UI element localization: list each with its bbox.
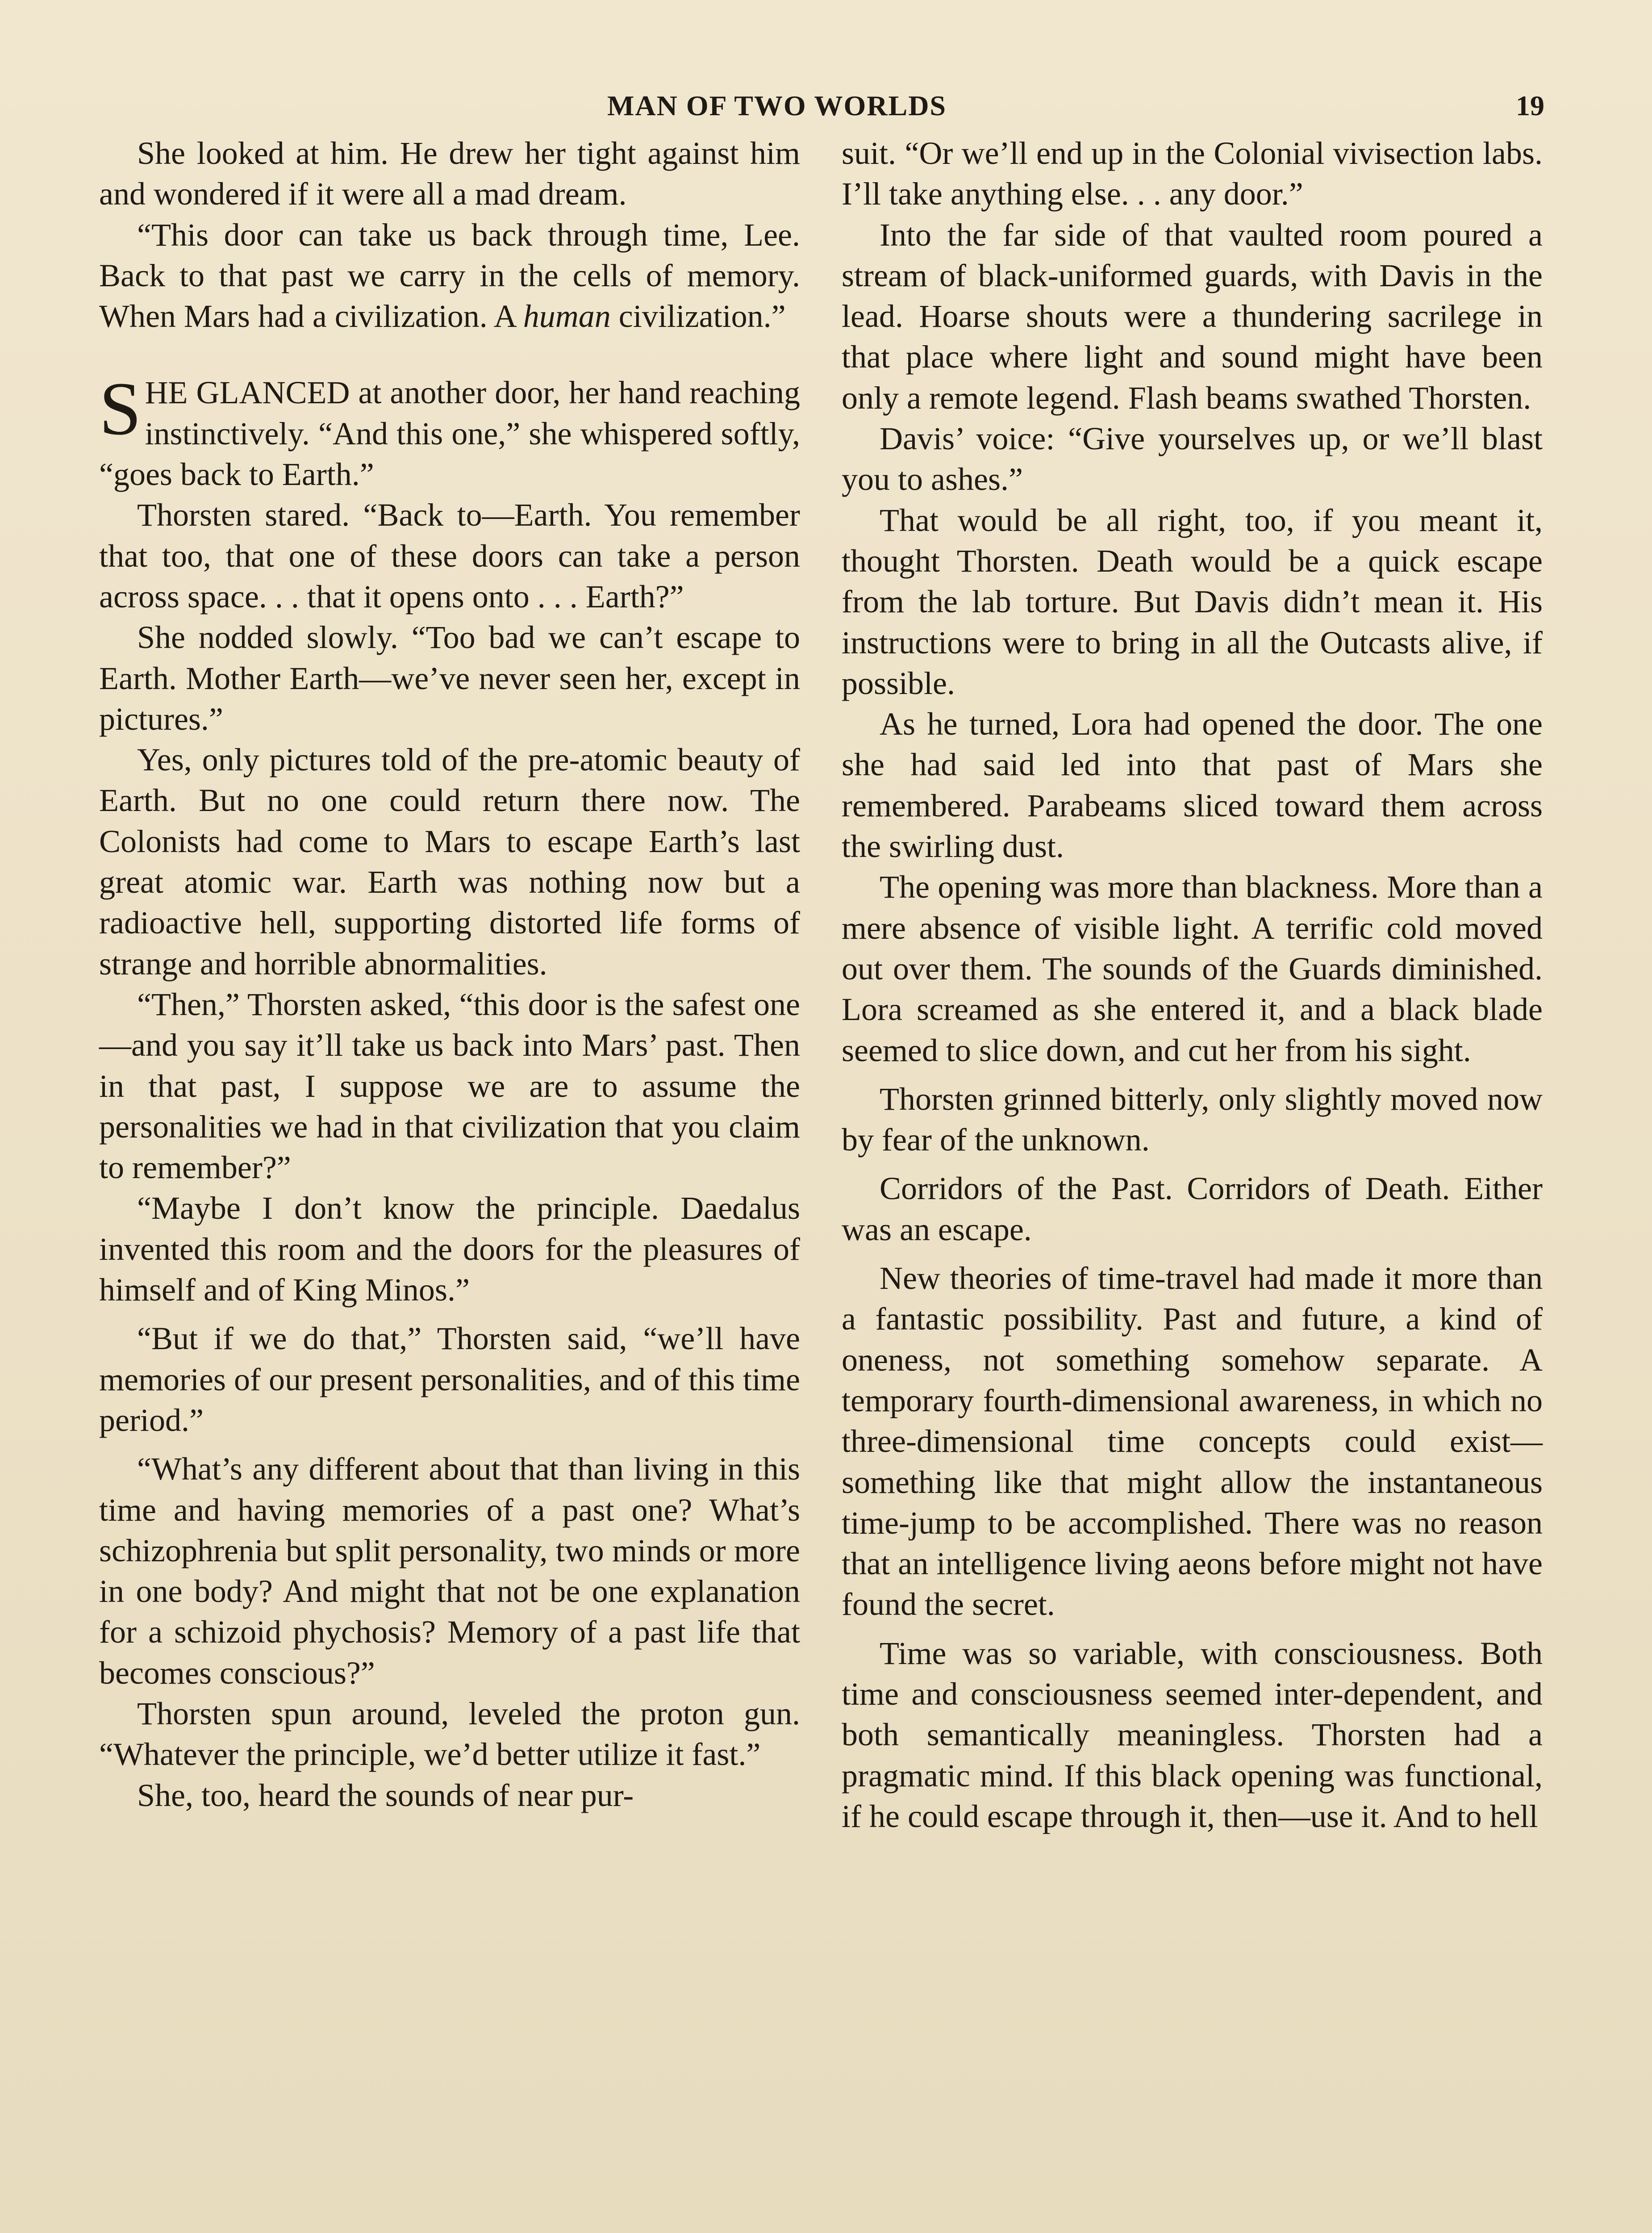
small-caps-lead: HE GLANCED bbox=[145, 375, 350, 411]
drop-cap: S bbox=[99, 367, 142, 451]
paragraph: That would be all right, too, if you meant it, thought Thorsten. Death would be a quick escape from the lab torture. But Davis didn’t mean it. His instructions were to bring in all the Outcasts alive, if possible. bbox=[842, 502, 1543, 701]
paragraph: Davis’ voice: “Give yourselves up, or we’ll blast you to ashes.” bbox=[842, 421, 1543, 498]
paragraph-text: at another door, her hand reaching instinctively. “And this one,” she whispered softly, “goes back to Earth.” bbox=[99, 375, 800, 493]
paragraph: Thorsten grinned bitterly, only slightly moved now by fear of the unknown. bbox=[842, 1081, 1543, 1158]
paragraph: Into the far side of that vaulted room poured a stream of black-uniformed guards, with Davis in the lead. Hoarse shouts were a thundering sacrilege in that place where light and sound might have been only a remote legend. Flash beams swathed Thorsten. bbox=[842, 217, 1543, 416]
emphasis-text: human bbox=[523, 298, 611, 335]
paragraph: Yes, only pictures told of the pre-atomic beauty of Earth. But no one could return there now. The Colonists had come to Mars to escape Earth’s last great atomic war. Earth was nothing now but a radioactive hell, supporting distorted life forms of strange and horrible abnormalities. bbox=[99, 742, 800, 982]
paragraph: As he turned, Lora had opened the door. The one she had said led into that past of Mars she remembered. Parabeams sliced toward them across the swirling dust. bbox=[842, 706, 1543, 865]
paragraph: Time was so variable, with consciousness. Both time and consciousness seemed inter-dependent, and both semantically meaningless. Thorsten had a pragmatic mind. If this black opening was functional, if he could escape through it, then—use it. And to hell bbox=[842, 1635, 1543, 1834]
paragraph-text: civilization.” bbox=[610, 298, 786, 335]
paragraph: suit. “Or we’ll end up in the Colonial vivisection labs. I’ll take anything else. . . any door.” bbox=[842, 135, 1543, 212]
paragraph-text: “This door can take us back through time, Lee. Back to that past we carry in the cells of memory. When Mars had a civilization. A bbox=[99, 217, 800, 335]
paragraph: Thorsten spun around, leveled the proton gun. “Whatever the principle, we’d better utilize it fast.” bbox=[99, 1695, 800, 1773]
paragraph: “Maybe I don’t know the principle. Daedalus invented this room and the doors for the pleasures of himself and of King Minos.” bbox=[99, 1190, 800, 1308]
paragraph: “What’s any different about that than living in this time and having memories of a past one? What’s schizophrenia but split personality, two minds or more in one body? And might that not be one explanation for a schizoid phychosis? Memory of a past life that becomes conscious?” bbox=[99, 1451, 800, 1691]
page-number: 19 bbox=[1516, 90, 1544, 121]
right-column bbox=[842, 133, 1543, 1837]
running-title: MAN OF TWO WORLDS bbox=[607, 90, 947, 121]
paragraph: “Then,” Thorsten asked, “this door is the safest one—and you say it’ll take us back into Mars’ past. Then in that past, I suppose we are to assume the personalities we had in that civilization that you claim to remember?” bbox=[99, 986, 800, 1186]
paragraph: Corridors of the Past. Corridors of Death. Either was an escape. bbox=[842, 1171, 1543, 1247]
paragraph: “But if we do that,” Thorsten said, “we’ll have memories of our present personalities, and of this time period.” bbox=[99, 1321, 800, 1438]
paragraph: She looked at him. He drew her tight against him and wondered if it were all a mad dream. bbox=[99, 135, 800, 212]
left-column bbox=[99, 133, 800, 1816]
paragraph: She nodded slowly. “Too bad we can’t escape to Earth. Mother Earth—we’ve never seen her, except in pictures.” bbox=[99, 619, 800, 737]
paragraph: She, too, heard the sounds of near pur- bbox=[137, 1777, 634, 1813]
section-opening-paragraph bbox=[99, 367, 800, 495]
paragraph: Thorsten stared. “Back to—Earth. You remember that too, that one of these doors can take a person across space. . . that it opens onto . . . Earth?” bbox=[99, 497, 800, 615]
paragraph bbox=[99, 215, 800, 337]
paragraph: The opening was more than blackness. More than a mere absence of visible light. A terrific cold moved out over them. The sounds of the Guards diminished. Lora screamed as she entered it, and a black blade seemed to slice down, and cut her from his sight. bbox=[842, 869, 1543, 1068]
paragraph: New theories of time-travel had made it more than a fantastic possibility. Past and future, a kind of oneness, not something somehow separate. A temporary fourth-dimensional awareness, in which no three-dimensional time concepts could exist—something like that might allow the instantaneous time-jump to be accomplished. There was no reason that an intelligence living aeons before might not have found the secret. bbox=[842, 1260, 1543, 1622]
